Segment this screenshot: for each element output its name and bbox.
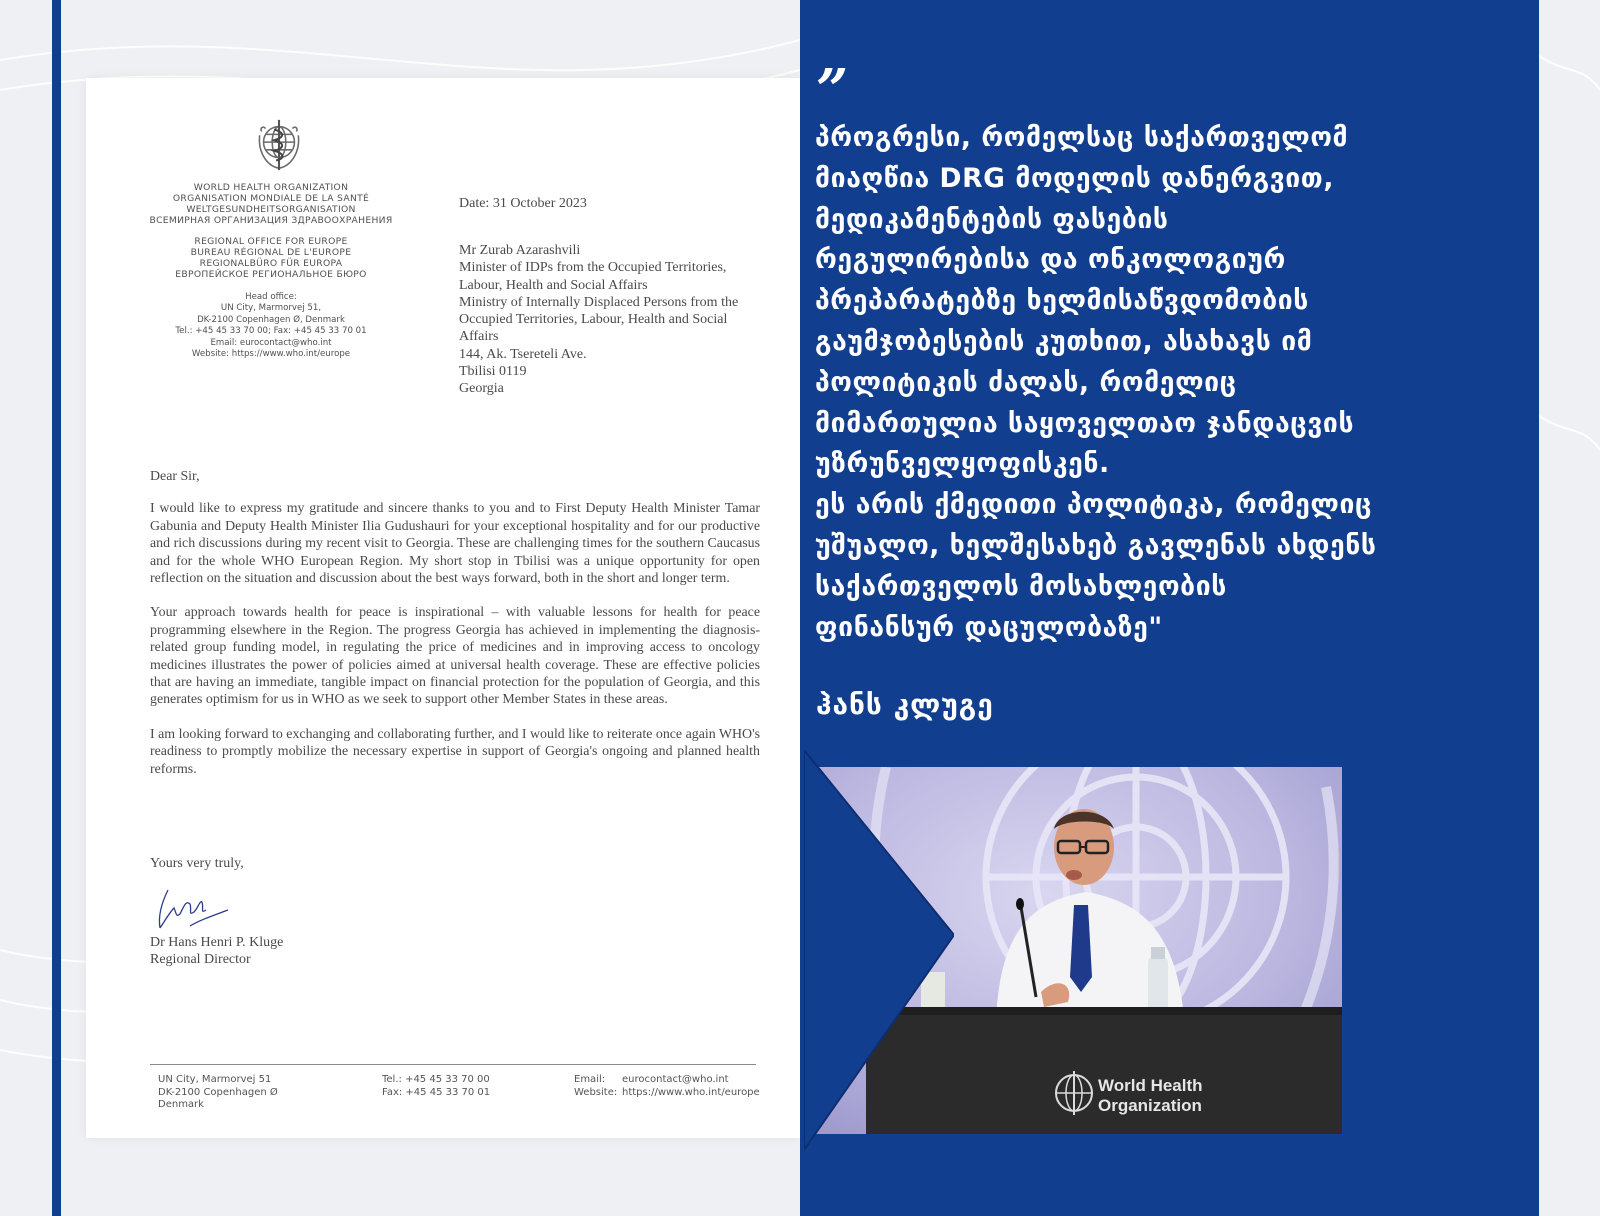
address-line: Ministry of Internally Displaced Persons from the <box>459 294 739 310</box>
arrow-shape-icon <box>804 750 954 1150</box>
recipient-address <box>459 242 769 398</box>
who-emblem-icon <box>250 116 308 174</box>
address-line: Labour, Health and Social Affairs <box>459 277 648 293</box>
organisation-names <box>126 182 416 226</box>
region-name-line: BUREAU RÉGIONAL DE L'EUROPE <box>190 247 352 258</box>
quote-mark-icon: ” <box>816 57 849 123</box>
letter-date: Date: 31 October 2023 <box>459 196 587 211</box>
quote-line: მიმართულია საყოველთაო ჯანდაცვის <box>815 407 1355 439</box>
closing: Yours very truly, <box>150 856 244 871</box>
who-letter <box>86 78 800 1138</box>
footer-website: https://www.who.int/europe <box>622 1086 760 1098</box>
region-name-line: REGIONAL OFFICE FOR EUROPE <box>194 236 348 247</box>
salutation: Dear Sir, <box>150 469 200 484</box>
org-name-line: WORLD HEALTH ORGANIZATION <box>193 182 349 193</box>
footer-line: DK-2100 Copenhagen Ø <box>158 1086 278 1098</box>
paragraph: I am looking forward to exchanging and collaborating further, and I would like to reiterate once again WHO's readiness to promptly mobilize the necessary expertise in support of Georgia's ongoing and planned health reforms. <box>150 726 760 777</box>
address-line: Tbilisi 0119 <box>459 364 527 380</box>
footer-contact <box>574 1074 760 1099</box>
left-rail <box>52 0 61 1216</box>
footer-line: UN City, Marmorvej 51 <box>158 1074 272 1085</box>
head-office-line: DK-2100 Copenhagen Ø, Denmark <box>197 314 345 325</box>
quote-line: პროგრესი, რომელსაც საქართველომ <box>815 122 1349 153</box>
quote-line: პრეპარატებზე ხელმისაწვდომობის <box>815 285 1309 317</box>
org-name-line: ORGANISATION MONDIALE DE LA SANTÉ <box>172 193 370 204</box>
quote-line: მედიკამენტების ფასების <box>815 203 1169 235</box>
footer-divider <box>150 1064 756 1065</box>
who-brand-line1: World Health <box>1098 1076 1203 1095</box>
head-office-line: Tel.: +45 45 33 70 00; Fax: +45 45 33 70 01 <box>175 326 367 337</box>
signer-title: Regional Director <box>150 952 251 967</box>
quote-line: მიაღწია DRG მოდელის დანერგვით, <box>815 162 1335 194</box>
address-line: 144, Ak. Tsereteli Ave. <box>459 346 587 362</box>
footer-line: Tel.: +45 45 33 70 00 <box>382 1074 490 1085</box>
quote-line: საქართველოს მოსახლეობის <box>815 570 1227 602</box>
regional-office-names <box>126 236 416 280</box>
paragraph: I would like to express my gratitude and sincere thanks to you and to First Deputy Health Minister Tamar Gabunia and Deputy Health Minister Ilia Gudushauri for your exceptional hospitality and for our productive and rich discussions during my recent visit to Georgia. These are challenging times for the southern Caucasus and for the whole WHO European Region. My short stop in Tbilisi was a unique opportunity for open reflection on the situation and discussion about the best ways forward, both in the short and longer term. <box>150 501 760 587</box>
quote-line: გაუმჯობესების კუთხით, ასახავს იმ <box>815 325 1313 357</box>
quote-line: პოლიტიკის ძალას, რომელიც <box>815 366 1237 398</box>
footer-website-label: Website: <box>574 1086 618 1098</box>
letter-body <box>150 468 760 795</box>
paragraph: Your approach towards health for peace is inspirational – with valuable lessons for health for peace programming elsewhere in the Region. The progress Georgia has achieved in implementing the diagnosis-related group funding model, in regulating the price of medicines and in improving access to oncology medicines illustrates the power of policies aimed at universal health coverage. These are effective policies that are having an immediate, tangible impact on financial protection for the population of Georgia, and this generates optimism for us in WHO as we seek to support other Member States in these areas. <box>150 605 760 708</box>
footer-email-label: Email: <box>574 1074 606 1085</box>
head-office-block <box>126 292 416 360</box>
footer-email: eurocontact@who.int <box>622 1074 729 1085</box>
address-line: Mr Zurab Azarashvili <box>459 243 581 258</box>
address-line: Occupied Territories, Labour, Health and Social <box>459 312 728 328</box>
org-name-line: WELTGESUNDHEITSORGANISATION <box>186 204 356 215</box>
footer-line: Fax: +45 45 33 70 01 <box>382 1086 491 1098</box>
quote-line: ფინანსურ დაცულობაზე" <box>815 611 1163 643</box>
quote-line: რეგულირებისა და ონკოლოგიურ <box>815 244 1286 276</box>
address-line: Affairs <box>459 329 499 345</box>
right-rail <box>1530 0 1539 1216</box>
head-office-line: UN City, Marmorvej 51, <box>220 303 322 314</box>
region-name-line: REGIONALBÜRO FÜR EUROPA <box>199 258 343 269</box>
quote-text <box>815 118 1527 648</box>
head-office-website: Website: https://www.who.int/europe <box>191 349 351 360</box>
org-name-line: ВСЕМИРНАЯ ОРГАНИЗАЦИЯ ЗДРАВООХРАНЕНИЯ <box>149 215 393 226</box>
quote-author: ჰანს კლუგე <box>816 688 994 721</box>
who-brand-line2: Organization <box>1098 1096 1202 1115</box>
footer-line: Denmark <box>158 1099 204 1110</box>
quote-line: უშუალო, ხელშესახებ გავლენას ახდენს <box>815 529 1377 561</box>
quote-line: ეს არის ქმედითი პოლიტიკა, რომელიც <box>815 489 1373 521</box>
footer-address <box>158 1074 278 1112</box>
footer-phone <box>382 1074 490 1099</box>
signer-name: Dr Hans Henri P. Kluge <box>150 935 284 950</box>
address-line: Minister of IDPs from the Occupied Territories, <box>459 260 727 276</box>
head-office-email: Email: eurocontact@who.int <box>210 337 332 348</box>
signer-block <box>150 934 283 968</box>
address-line: Georgia <box>459 381 504 397</box>
region-name-line: ЕВРОПЕЙСКОЕ РЕГИОНАЛЬНОЕ БЮРО <box>175 269 367 280</box>
signature-icon <box>150 882 234 934</box>
head-office-line: Head office: <box>245 292 297 302</box>
quote-line: უზრუნველყოფისკენ. <box>815 448 1110 480</box>
